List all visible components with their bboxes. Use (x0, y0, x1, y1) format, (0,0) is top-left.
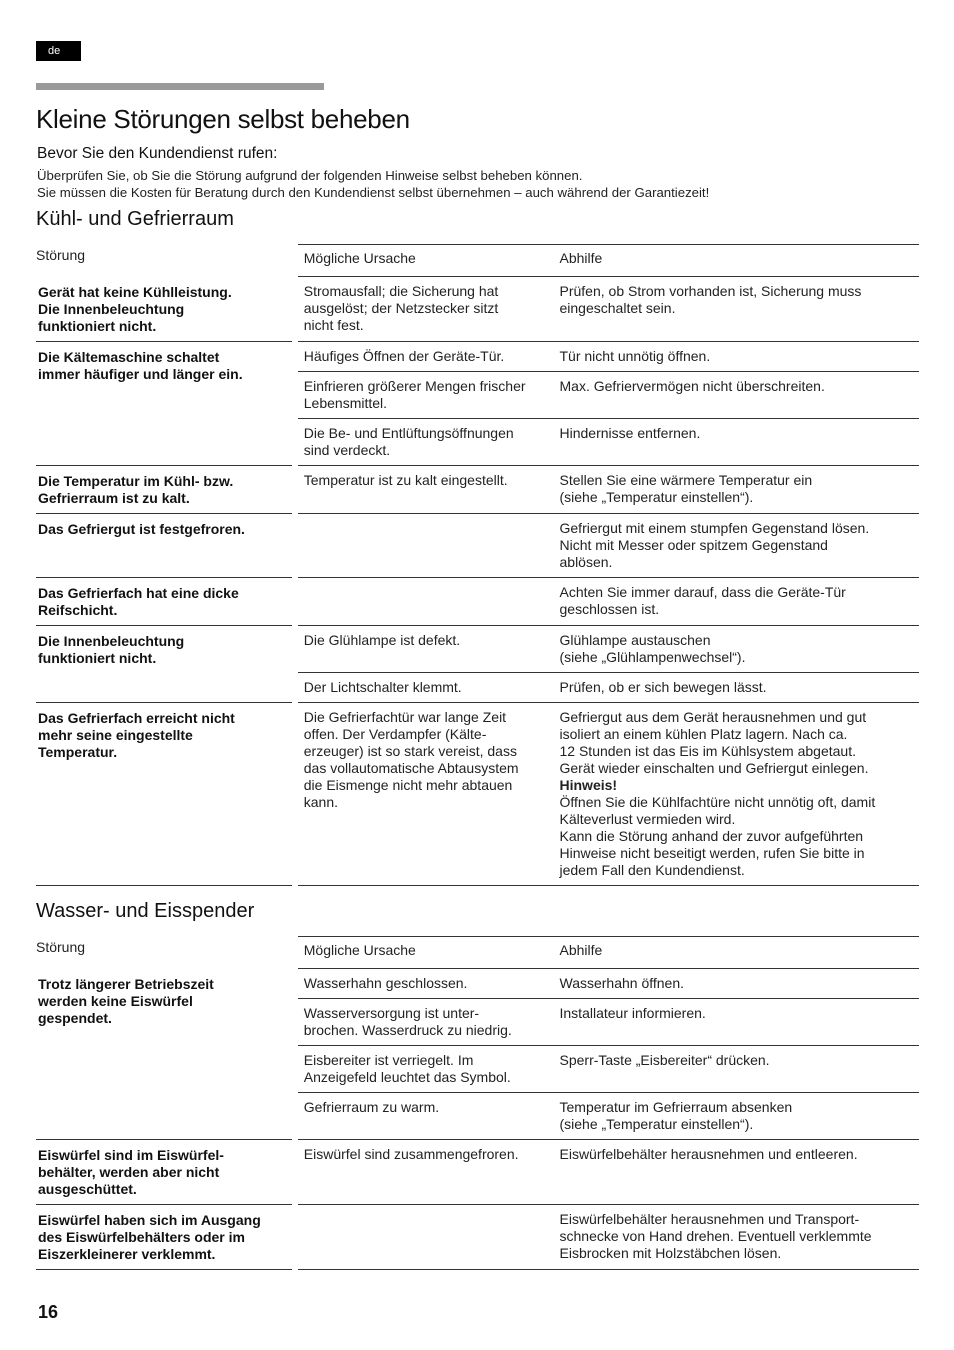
cause-line: Die Glühlampe ist defekt. (303, 631, 461, 648)
symptom-line: Das Gefrierfach hat eine dicke (38, 584, 239, 601)
remedy-line: ablösen. (559, 553, 613, 570)
remedy-cell (554, 672, 920, 702)
symptom-line: Die Temperatur im Kühl- bzw. (38, 472, 234, 489)
symptom-line: ausgeschüttet. (38, 1181, 137, 1197)
symptom-cell (36, 277, 292, 342)
remedy-line: Gefriergut aus dem Gerät herausnehmen und gut (559, 708, 867, 725)
note-line: jedem Fall den Kundendienst. (559, 861, 745, 878)
column-header-symptom: Störung (36, 246, 86, 263)
note-label: Hinweis! (559, 776, 618, 793)
symptom-cell (36, 577, 292, 625)
troubleshooting-table-fridge (36, 244, 919, 886)
cause-line: Anzeigefeld leuchtet das Symbol. (303, 1069, 511, 1085)
cause-cell (298, 1046, 554, 1093)
cause-line: Die Gefrierfachtür war lange Zeit (303, 708, 507, 725)
remedy-line: Wasserhahn öffnen. (559, 975, 685, 991)
symptom-cell (36, 702, 292, 885)
symptom-cell (36, 969, 292, 1140)
table-row (36, 465, 919, 513)
remedy-line: Sperr-Taste „Eisbereiter“ drücken. (559, 1052, 770, 1068)
cause-line: nicht fest. (303, 317, 364, 333)
table-row (36, 513, 919, 577)
remedy-line: Temperatur im Gefrierraum absenken (559, 1099, 793, 1115)
remedy-cell (554, 969, 920, 999)
symptom-line: Die Innenbeleuchtung (38, 300, 185, 317)
cause-cell (298, 1140, 554, 1205)
table-row (36, 969, 919, 999)
cause-cell (298, 702, 554, 885)
remedy-line: Gerät wieder einschalten und Gefriergut einlegen. (559, 759, 869, 776)
symptom-line: Trotz längerer Betriebszeit (38, 975, 214, 992)
cause-line: Temperatur ist zu kalt eingestellt. (303, 471, 508, 488)
symptom-line: Eiswürfel sind im Eiswürfel- (38, 1147, 224, 1163)
cause-line: ausgelöst; der Netzstecker sitzt (303, 300, 499, 316)
cause-line: offen. Der Verdampfer (Kälte- (303, 725, 487, 742)
symptom-line: Das Gefrierfach erreicht nicht (38, 709, 235, 726)
table-row (36, 1205, 919, 1270)
intro-line: Überprüfen Sie, ob Sie die Störung aufgrund der folgenden Hinweise selbst beheben können. (37, 168, 583, 183)
cause-line: kann. (303, 793, 339, 810)
column-header-remedy: Abhilfe (554, 245, 920, 277)
remedy-line: Max. Gefriervermögen nicht überschreiten. (559, 377, 825, 394)
symptom-line: Die Innenbeleuchtung (38, 632, 185, 649)
remedy-line: Hindernisse entfernen. (559, 424, 701, 441)
symptom-line: Reifschicht. (38, 601, 118, 618)
table-row (36, 277, 919, 342)
remedy-line: Prüfen, ob er sich bewegen lässt. (559, 678, 767, 695)
cause-line: sind verdeckt. (303, 441, 391, 458)
remedy-line: (siehe „Temperatur einstellen“). (559, 488, 754, 505)
table-row (36, 341, 919, 371)
symptom-line: Gerät hat keine Kühlleistung. (38, 283, 232, 300)
remedy-cell (554, 277, 920, 342)
remedy-line: Eiswürfelbehälter herausnehmen und Transport- (559, 1211, 860, 1227)
cause-cell (298, 371, 554, 418)
remedy-cell (554, 1140, 920, 1205)
cause-cell (298, 999, 554, 1046)
page-number: 16 (38, 1302, 59, 1322)
subheading: Bevor Sie den Kundendienst rufen: (37, 145, 278, 162)
remedy-line: Gefriergut mit einem stumpfen Gegenstand lösen. (559, 519, 870, 536)
table-row (36, 1140, 919, 1205)
cause-cell (298, 1093, 554, 1140)
remedy-line: Eiswürfelbehälter herausnehmen und entleeren. (559, 1146, 858, 1162)
remedy-cell (554, 702, 920, 885)
note-line: Kälteverlust vermieden wird. (559, 810, 736, 827)
header-rule (36, 83, 324, 90)
symptom-line: Eiszerkleinerer verklemmt. (38, 1246, 216, 1262)
remedy-line: (siehe „Glühlampenwechsel“). (559, 648, 746, 665)
cause-line: brochen. Wasserdruck zu niedrig. (303, 1022, 512, 1038)
remedy-cell (554, 513, 920, 577)
cause-cell (298, 341, 554, 371)
remedy-line: Achten Sie immer darauf, dass die Geräte-Tür (559, 583, 846, 600)
column-header-symptom: Störung (36, 938, 86, 955)
remedy-line: isoliert an einem kühlen Platz lagern. Nach ca. (559, 725, 848, 742)
note-line: Öffnen Sie die Kühlfachtüre nicht unnötig oft, damit (559, 793, 876, 810)
cause-cell (298, 418, 554, 465)
remedy-cell (554, 341, 920, 371)
cause-line: Die Be- und Entlüftungsöffnungen (303, 424, 514, 441)
note-line: Kann die Störung anhand der zuvor aufgeführten (559, 827, 864, 844)
symptom-line: behälter, werden aber nicht (38, 1164, 220, 1180)
remedy-line: Eisbrocken mit Holzstäbchen lösen. (559, 1245, 782, 1261)
column-header-cause: Mögliche Ursache (298, 245, 554, 277)
symptom-line: Eiswürfel haben sich im Ausgang (38, 1212, 261, 1228)
symptom-cell (36, 341, 292, 465)
section-title-dispenser: Wasser- und Eisspender (36, 900, 255, 922)
symptom-line: gespendet. (38, 1009, 112, 1026)
remedy-line: Tür nicht unnötig öffnen. (559, 347, 711, 364)
cause-cell (298, 577, 554, 625)
remedy-cell (554, 577, 920, 625)
symptom-line: Die Kältemaschine schaltet (38, 348, 220, 365)
intro-line: Sie müssen die Kosten für Beratung durch den Kundendienst selbst übernehmen – auch während der Garantiezeit! (37, 185, 710, 200)
cause-cell (298, 969, 554, 999)
cause-cell (298, 465, 554, 513)
table-row (36, 625, 919, 672)
symptom-line: mehr seine eingestellte (38, 726, 193, 743)
cause-line: Wasserhahn geschlossen. (303, 975, 468, 991)
remedy-cell (554, 625, 920, 672)
symptom-cell (36, 625, 292, 702)
cause-cell (298, 672, 554, 702)
cause-line: Eiswürfel sind zusammengefroren. (303, 1146, 519, 1162)
symptom-line: Das Gefriergut ist festgefroren. (38, 520, 245, 537)
symptom-line: Gefrierraum ist zu kalt. (38, 489, 190, 506)
cause-line: die Eismenge nicht mehr abtauen (303, 776, 513, 793)
remedy-cell (554, 1046, 920, 1093)
remedy-cell (554, 999, 920, 1046)
language-badge: de (36, 41, 81, 61)
intro-text (37, 167, 709, 201)
table-row (36, 702, 919, 885)
cause-line: Eisbereiter ist verriegelt. Im (303, 1052, 474, 1068)
table-row (36, 577, 919, 625)
remedy-cell (554, 418, 920, 465)
cause-line: Häufiges Öffnen der Geräte-Tür. (303, 347, 505, 364)
remedy-cell (554, 371, 920, 418)
note-line: Hinweise nicht beseitigt werden, rufen Sie bitte in (559, 844, 865, 861)
remedy-cell (554, 1205, 920, 1270)
cause-cell (298, 1205, 554, 1270)
cause-cell (298, 625, 554, 672)
remedy-line: geschlossen ist. (559, 600, 660, 617)
cause-line: Einfrieren größerer Mengen frischer (303, 377, 526, 394)
symptom-line: funktioniert nicht. (38, 649, 157, 666)
troubleshooting-table-dispenser (36, 936, 919, 1270)
section-title-fridge: Kühl- und Gefrierraum (36, 208, 234, 230)
remedy-line: (siehe „Temperatur einstellen“). (559, 1116, 754, 1132)
remedy-line: Prüfen, ob Strom vorhanden ist, Sicherung muss (559, 283, 862, 299)
remedy-line: Stellen Sie eine wärmere Temperatur ein (559, 471, 813, 488)
symptom-cell (36, 1140, 292, 1205)
symptom-cell (36, 1205, 292, 1270)
cause-cell (298, 277, 554, 342)
page-title: Kleine Störungen selbst beheben (36, 104, 410, 134)
symptom-cell (36, 513, 292, 577)
remedy-line: Installateur informieren. (559, 1005, 706, 1021)
cause-line: Der Lichtschalter klemmt. (303, 678, 462, 695)
column-header-cause: Mögliche Ursache (298, 937, 554, 969)
symptom-cell (36, 465, 292, 513)
cause-line: Wasserversorgung ist unter- (303, 1005, 480, 1021)
cause-line: Lebensmittel. (303, 394, 388, 411)
remedy-line: Nicht mit Messer oder spitzem Gegenstand (559, 536, 828, 553)
cause-line: das vollautomatische Abtausystem (303, 759, 519, 776)
symptom-line: immer häufiger und länger ein. (38, 365, 243, 382)
cause-line: Stromausfall; die Sicherung hat (303, 283, 499, 299)
remedy-line: 12 Stunden ist das Eis im Kühlsystem abgetaut. (559, 742, 856, 759)
remedy-line: eingeschaltet sein. (559, 300, 676, 316)
cause-line: Gefrierraum zu warm. (303, 1099, 440, 1115)
symptom-line: Temperatur. (38, 743, 118, 760)
cause-line: erzeuger) ist so stark vereist, dass (303, 742, 517, 759)
remedy-line: schnecke von Hand drehen. Eventuell verklemmte (559, 1228, 872, 1244)
symptom-line: funktioniert nicht. (38, 317, 157, 334)
column-header-remedy: Abhilfe (554, 937, 920, 969)
symptom-line: werden keine Eiswürfel (38, 992, 193, 1009)
remedy-cell (554, 465, 920, 513)
remedy-line: Glühlampe austauschen (559, 631, 711, 648)
cause-cell (298, 513, 554, 577)
symptom-line: des Eiswürfelbehälters oder im (38, 1229, 245, 1245)
remedy-cell (554, 1093, 920, 1140)
